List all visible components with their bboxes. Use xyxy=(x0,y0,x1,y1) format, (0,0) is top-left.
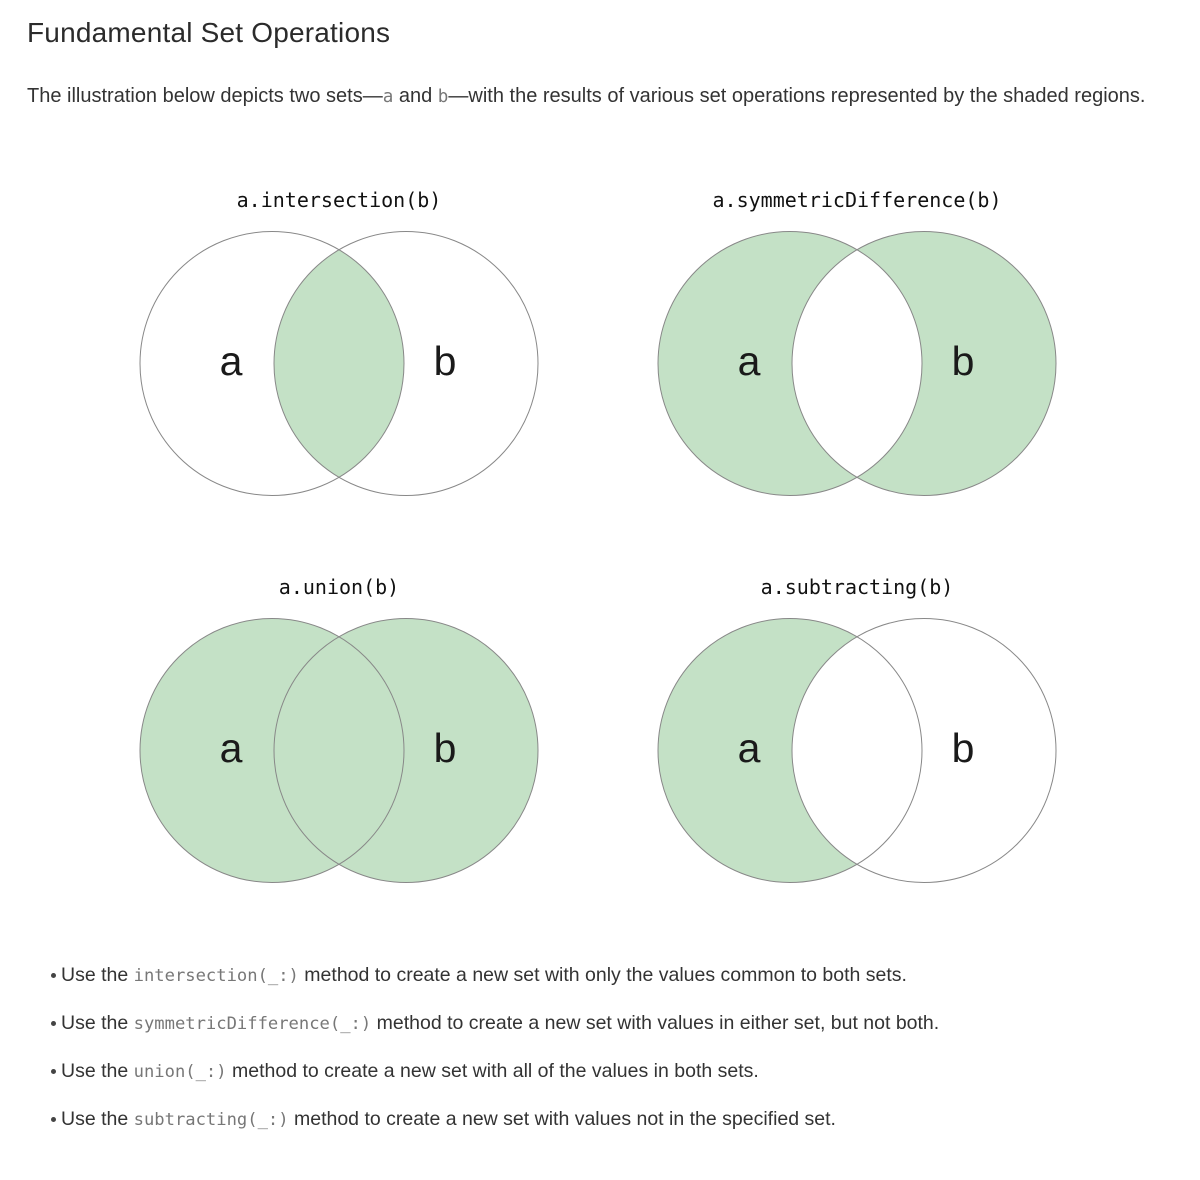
bullet-list xyxy=(27,964,1173,1132)
set-label-b: b xyxy=(951,725,975,771)
set-label-b: b xyxy=(433,338,457,384)
venn-cell-union xyxy=(139,575,539,884)
bullet-suffix: method to create a new set with values in either set, but not both. xyxy=(371,1012,940,1034)
bullet-marker xyxy=(51,973,56,978)
bullet-prefix: Use the xyxy=(61,1012,134,1034)
venn-cell-intersection xyxy=(139,188,539,497)
venn-cell-symmetric-difference xyxy=(657,188,1057,497)
venn-title-symmetric-difference: a.symmetricDifference(b) xyxy=(712,188,1002,212)
bullet-item-union xyxy=(27,1060,1173,1084)
circle-b-shaded xyxy=(274,619,538,883)
bullet-prefix: Use the xyxy=(61,964,134,986)
venn-diagram-symmetric-difference xyxy=(657,230,1057,497)
bullet-code-symmetric-difference: symmetricDifference(_:) xyxy=(133,1014,372,1034)
bullet-suffix: method to create a new set with values not in the specified set. xyxy=(288,1108,836,1130)
set-label-a: a xyxy=(737,338,761,384)
circle-b-fill xyxy=(792,619,1056,883)
bullet-code-subtracting: subtracting(_:) xyxy=(133,1110,289,1130)
set-label-b: b xyxy=(951,338,975,384)
bullet-suffix: method to create a new set with only the values common to both sets. xyxy=(298,964,907,986)
inline-code-b: b xyxy=(437,87,449,107)
set-label-a: a xyxy=(737,725,761,771)
bullet-code-intersection: intersection(_:) xyxy=(133,966,299,986)
intro-text: —with the results of various set operations represented by the shaded regions. xyxy=(448,85,1146,107)
intro-text: and xyxy=(393,85,438,107)
bullet-marker xyxy=(51,1117,56,1122)
bullet-item-intersection xyxy=(27,964,1173,988)
bullet-prefix: Use the xyxy=(61,1108,134,1130)
venn-title-union: a.union(b) xyxy=(278,575,400,599)
set-label-a: a xyxy=(219,338,243,384)
intro-paragraph xyxy=(27,80,1165,114)
bullet-item-subtracting xyxy=(27,1108,1173,1132)
bullet-prefix: Use the xyxy=(61,1060,134,1082)
bullet-suffix: method to create a new set with all of the values in both sets. xyxy=(226,1060,759,1082)
venn-title-subtracting: a.subtracting(b) xyxy=(760,575,954,599)
venn-figure xyxy=(139,188,1173,884)
bullet-code-union: union(_:) xyxy=(133,1062,227,1082)
inline-code-a: a xyxy=(382,87,394,107)
page-title: Fundamental Set Operations xyxy=(27,17,391,48)
venn-title-intersection: a.intersection(b) xyxy=(236,188,442,212)
bullet-marker xyxy=(51,1069,56,1074)
bullet-item-symmetric-difference xyxy=(27,1012,1173,1036)
venn-diagram-intersection xyxy=(139,230,539,497)
venn-diagram-subtracting xyxy=(657,617,1057,884)
venn-cell-subtracting xyxy=(657,575,1057,884)
bullet-marker xyxy=(51,1021,56,1026)
intro-text: The illustration below depicts two sets— xyxy=(27,85,383,107)
set-label-b: b xyxy=(433,725,457,771)
venn-diagram-union xyxy=(139,617,539,884)
set-label-a: a xyxy=(219,725,243,771)
